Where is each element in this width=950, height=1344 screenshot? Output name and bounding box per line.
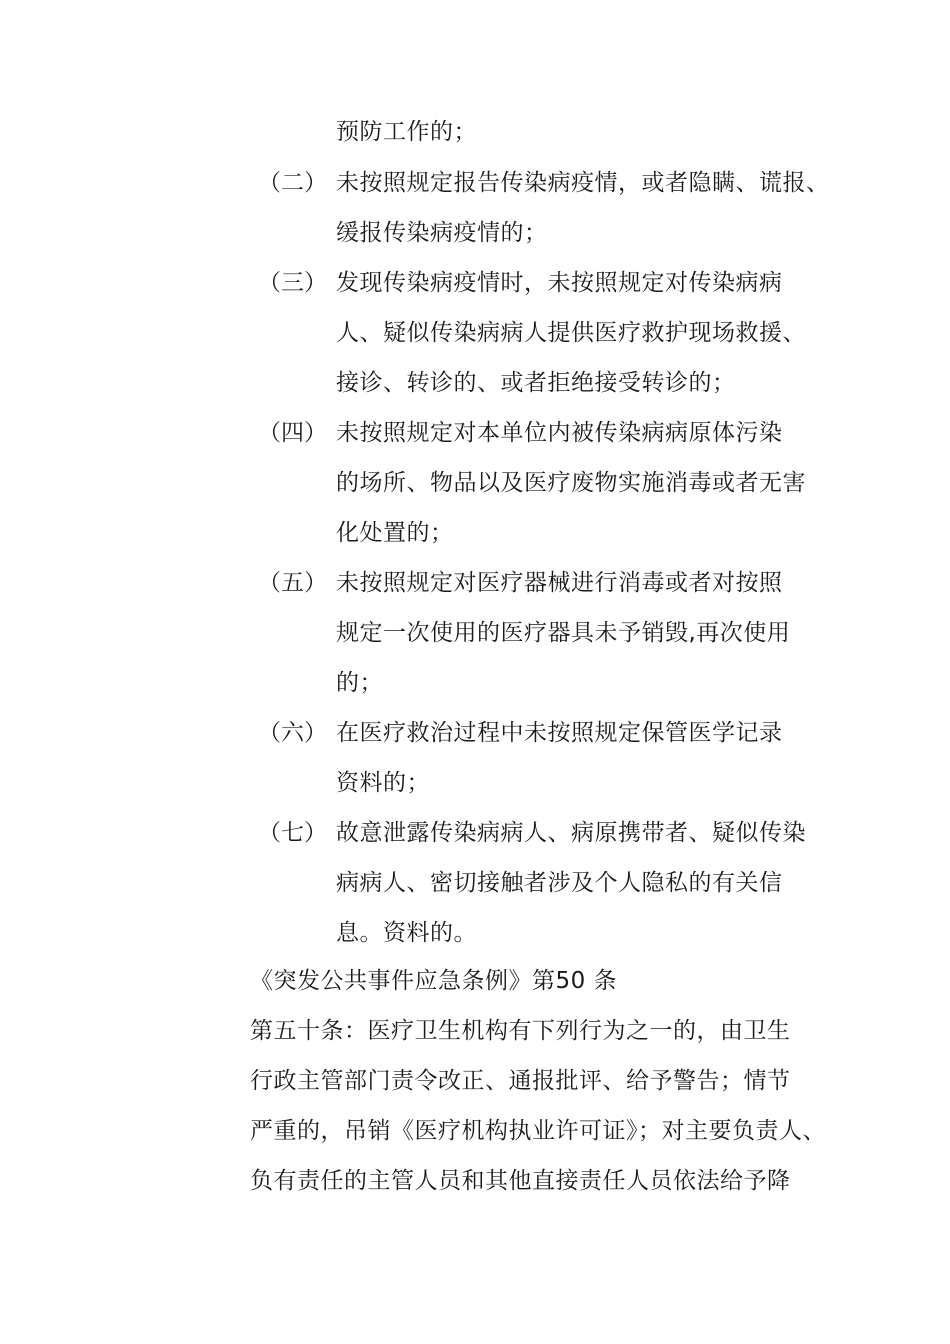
item-line: 息。资料的。	[336, 920, 477, 946]
item-line: 化处置的；	[336, 520, 454, 546]
item-number: （七）	[258, 820, 327, 846]
article-line: 行政主管部门责令改正、通报批评、给予警告；情节	[250, 1068, 791, 1094]
item-line: 预防工作的；	[336, 119, 477, 145]
article-line: 第五十条：医疗卫生机构有下列行为之一的，由卫生	[250, 1018, 791, 1044]
regulation-citation: 《突发公共事件应急条例》第50 条	[250, 968, 618, 994]
item-line: 缓报传染病疫情的；	[336, 220, 548, 246]
item-number: （二）	[258, 170, 327, 196]
item-line: 资料的；	[336, 770, 430, 796]
item-number: （四）	[258, 420, 327, 446]
item-line: 人、疑似传染病病人提供医疗救护现场救援、	[336, 320, 806, 346]
item-line: 发现传染病疫情时，未按照规定对传染病病	[336, 270, 783, 296]
item-number: （五）	[258, 570, 327, 596]
item-line: 的场所、物品以及医疗废物实施消毒或者无害	[336, 470, 806, 496]
item-line: 未按照规定报告传染病疫情，或者隐瞒、谎报、	[336, 170, 830, 196]
item-line: 未按照规定对本单位内被传染病病原体污染	[336, 420, 783, 446]
item-line: 未按照规定对医疗器械进行消毒或者对按照	[336, 570, 783, 596]
item-line: 故意泄露传染病病人、病原携带者、疑似传染	[336, 820, 806, 846]
article-line: 负有责任的主管人员和其他直接责任人员依法给予降	[250, 1168, 791, 1194]
item-line: 病病人、密切接触者涉及个人隐私的有关信	[336, 870, 783, 896]
item-line: 规定一次使用的医疗器具未予销毁,再次使用	[336, 620, 791, 646]
item-line: 接诊、转诊的、或者拒绝接受转诊的；	[336, 370, 736, 396]
item-number: （三）	[258, 270, 327, 296]
item-line: 在医疗救治过程中未按照规定保管医学记录	[336, 720, 783, 746]
item-line: 的；	[336, 670, 383, 696]
item-number: （六）	[258, 720, 327, 746]
article-line: 严重的，吊销《医疗机构执业许可证》；对主要负责人、	[250, 1118, 826, 1144]
